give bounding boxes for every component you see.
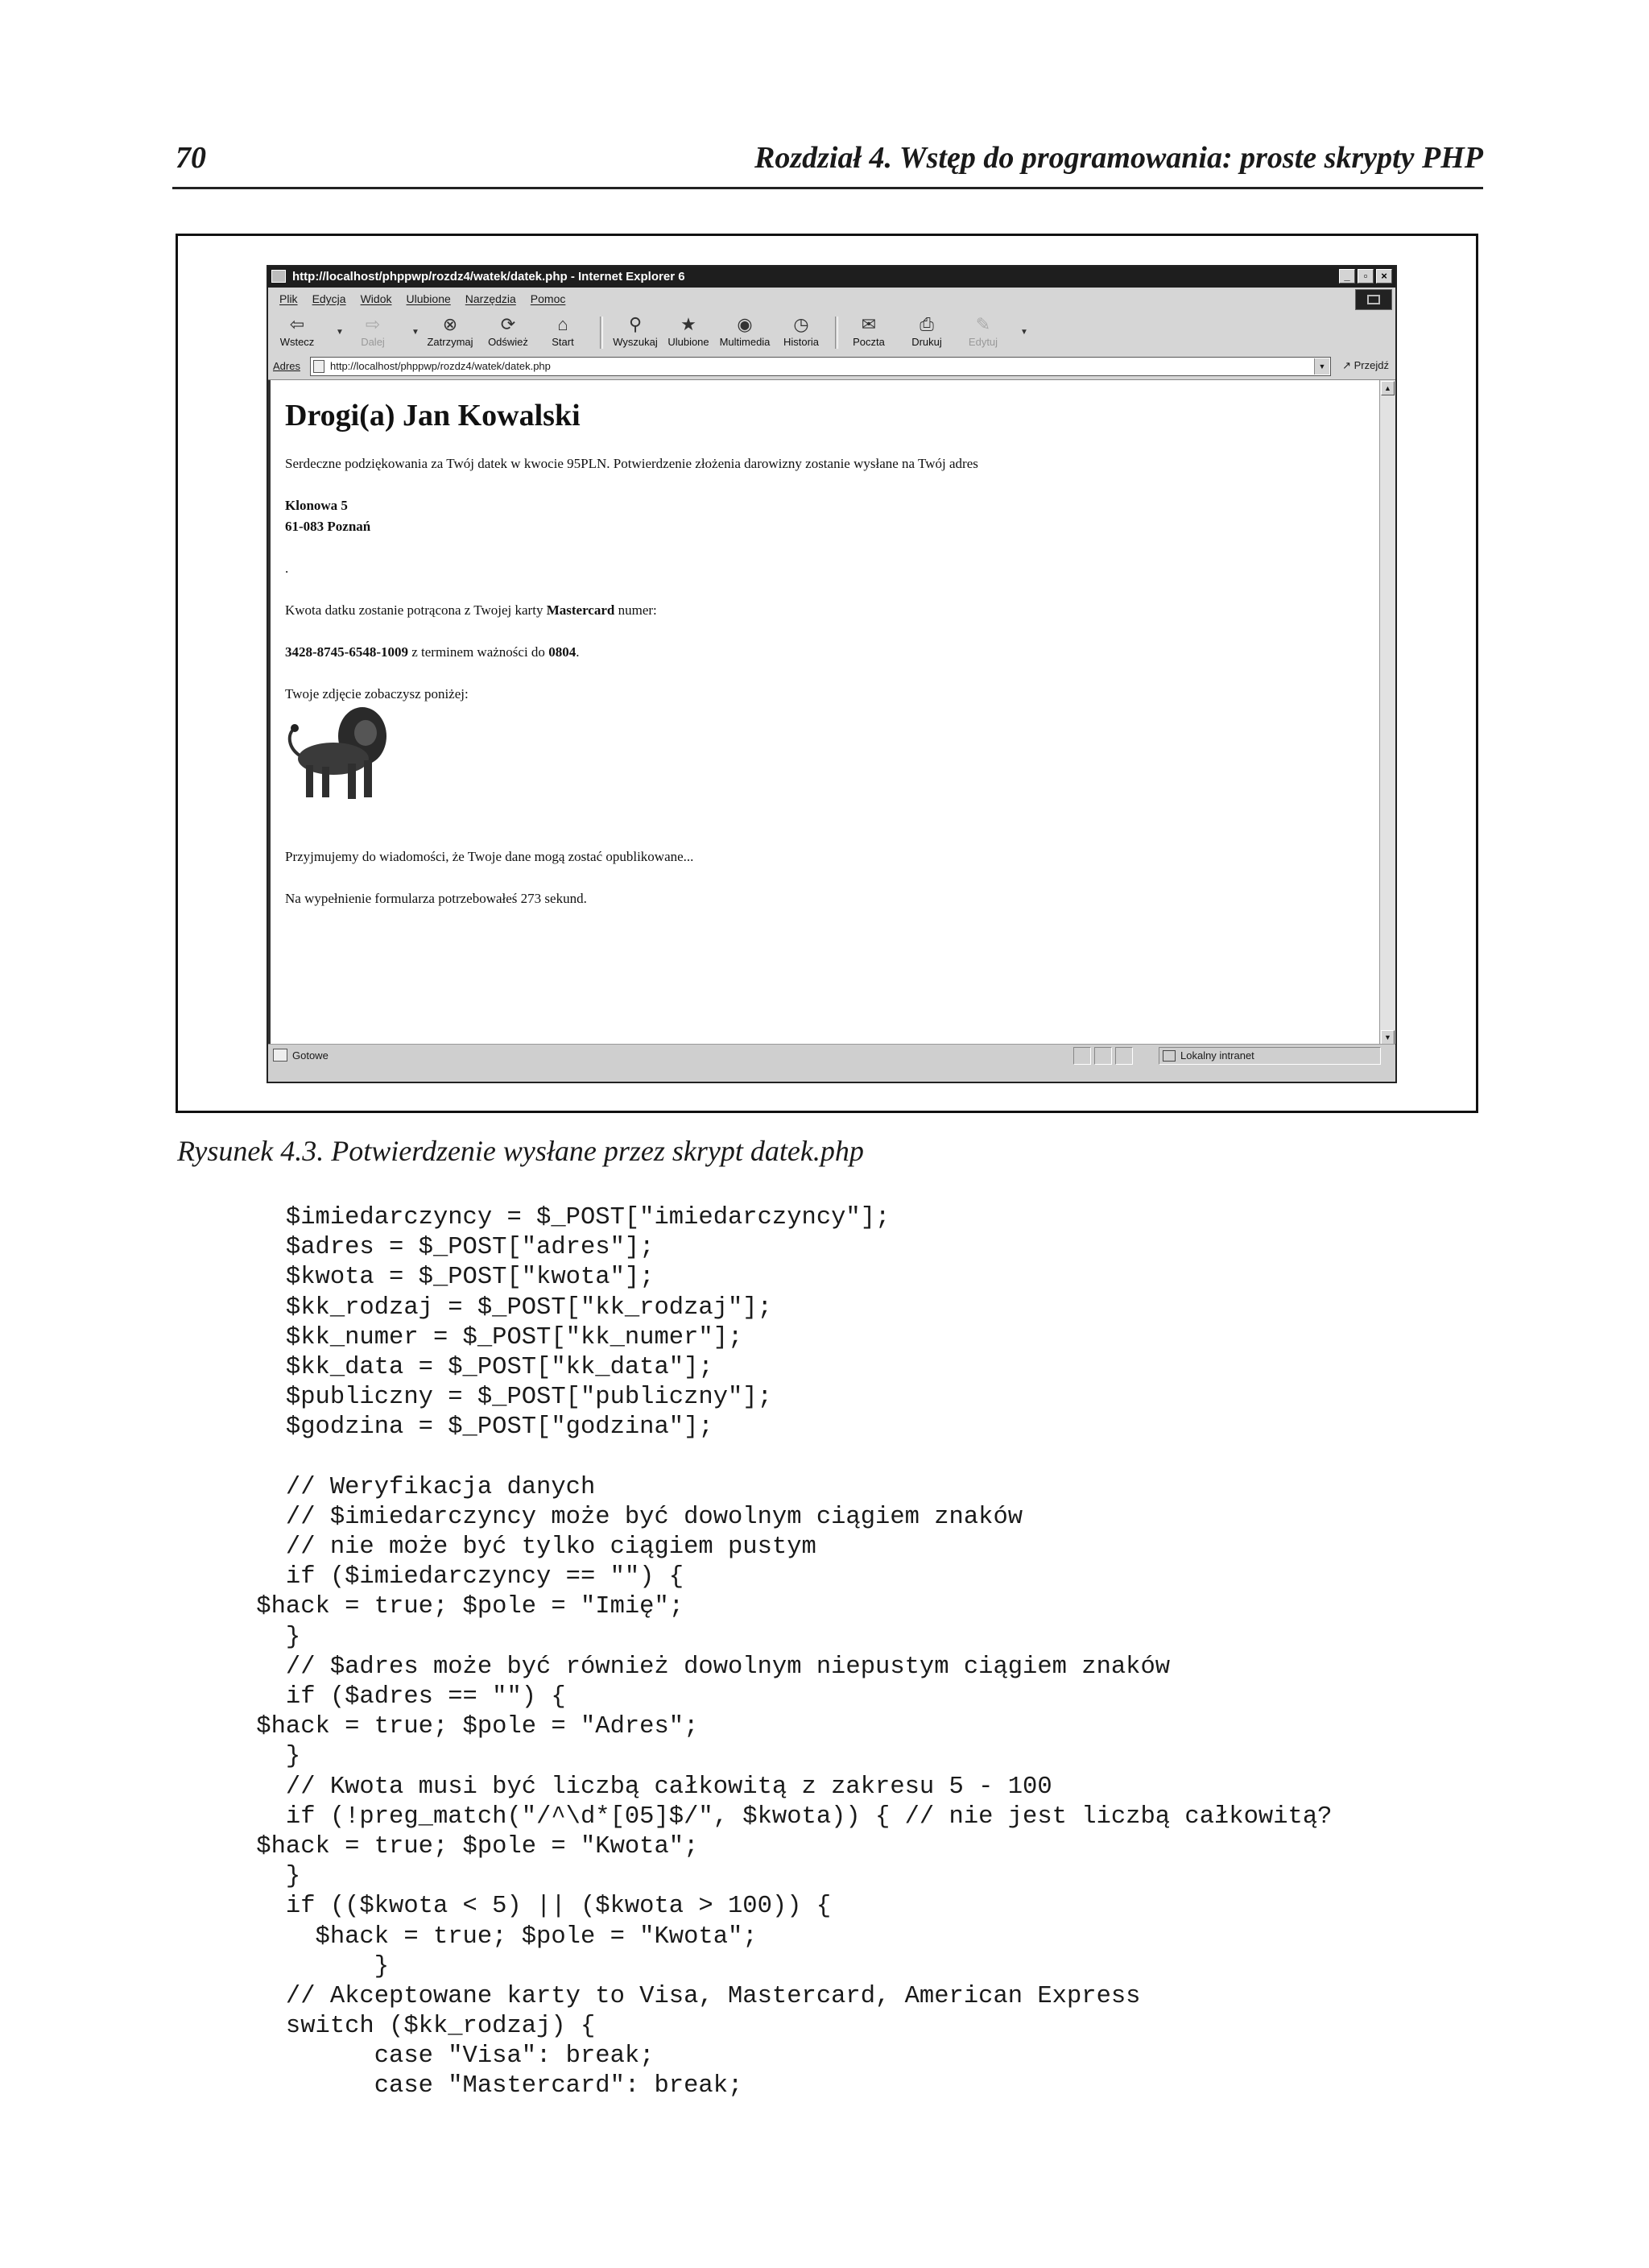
maximize-button[interactable]: ▫ bbox=[1358, 269, 1374, 284]
media-icon: ◉ bbox=[737, 314, 753, 334]
chapter-title: Rozdział 4. Wstęp do programowania: proste skrypty PHP bbox=[754, 141, 1483, 175]
code-line: } bbox=[242, 1623, 301, 1651]
stop-icon: ⊗ bbox=[442, 314, 458, 334]
code-line: $imiedarczyncy = $_POST["imiedarczyncy"]; bbox=[242, 1204, 891, 1231]
title-bar bbox=[268, 267, 1395, 288]
address-line-2: 61-083 Poznań bbox=[285, 519, 371, 534]
minimize-button[interactable]: _ bbox=[1339, 269, 1355, 284]
code-line: $kk_rodzaj = $_POST["kk_rodzaj"]; bbox=[242, 1293, 772, 1322]
code-line: if (!preg_match("/^\d*[05]$/", $kwota)) { // nie jest liczbą całkowitą? bbox=[242, 1802, 1333, 1831]
vertical-scrollbar[interactable] bbox=[1379, 380, 1395, 1045]
menu-help[interactable]: Pomoc bbox=[530, 292, 566, 305]
close-button[interactable]: × bbox=[1376, 269, 1392, 284]
back-dropdown-icon[interactable]: ▼ bbox=[336, 328, 344, 337]
window-title: http://localhost/phppwp/rozdz4/watek/datek.php - Internet Explorer 6 bbox=[292, 270, 685, 284]
code-line: case "Visa": break; bbox=[242, 2042, 655, 2071]
security-zone bbox=[1159, 1047, 1381, 1065]
charge-text: Kwota datku zostanie potrącona z Twojej karty Mastercard numer: bbox=[285, 602, 657, 618]
stop-button[interactable]: ⊗ Zatrzymaj bbox=[424, 313, 476, 352]
card-expiry: 0804 bbox=[548, 644, 577, 660]
home-button[interactable]: ⌂ Start bbox=[537, 313, 589, 352]
print-icon: ⎙ bbox=[920, 314, 934, 334]
menu-bar bbox=[268, 288, 1395, 312]
card-type: Mastercard bbox=[546, 602, 615, 618]
code-line: // nie może być tylko ciągiem pustym bbox=[242, 1533, 816, 1562]
forward-button[interactable]: ⇨ Dalej bbox=[347, 313, 399, 352]
history-icon: ◷ bbox=[793, 314, 809, 334]
media-button[interactable]: ◉ Multimedia bbox=[719, 314, 771, 348]
toolbar bbox=[268, 312, 1395, 354]
address-line-1: Klonowa 5 bbox=[285, 498, 348, 513]
code-line: $godzina = $_POST["godzina"]; bbox=[242, 1413, 713, 1442]
page-content bbox=[268, 380, 1381, 1045]
toolbar-more-icon[interactable]: ▼ bbox=[1020, 328, 1028, 337]
home-icon: ⌂ bbox=[557, 314, 568, 334]
mail-button[interactable]: ✉ Poczta bbox=[843, 313, 895, 352]
code-line: // $imiedarczyncy może być dowolnym ciągiem znaków bbox=[242, 1503, 1023, 1531]
dot-text: . bbox=[285, 561, 289, 576]
browser-window bbox=[267, 265, 1397, 1083]
menu-tools[interactable]: Narzędzia bbox=[465, 292, 516, 305]
mail-icon: ✉ bbox=[861, 314, 877, 334]
code-line: } bbox=[242, 1952, 390, 1980]
windows-logo-icon bbox=[1355, 289, 1392, 310]
code-listing bbox=[242, 1203, 1332, 2102]
status-bar bbox=[268, 1044, 1395, 1082]
ie-logo-icon bbox=[271, 270, 286, 283]
greeting-heading: Drogi(a) Jan Kowalski bbox=[285, 399, 581, 432]
toolbar-separator bbox=[835, 317, 838, 349]
zone-label: Lokalny intranet bbox=[1180, 1049, 1254, 1062]
status-pane bbox=[1115, 1047, 1133, 1065]
search-icon: ⚲ bbox=[628, 314, 643, 334]
code-line bbox=[242, 1443, 1332, 1473]
go-button[interactable]: ↗ Przejdź bbox=[1342, 359, 1389, 371]
menu-file[interactable]: Plik bbox=[279, 292, 298, 305]
page-header bbox=[172, 139, 1483, 189]
code-line: $kk_data = $_POST["kk_data"]; bbox=[242, 1353, 713, 1381]
code-line: // Weryfikacja danych bbox=[242, 1473, 596, 1501]
code-line: $hack = true; $pole = "Imię"; bbox=[242, 1593, 684, 1621]
code-line: $publiczny = $_POST["publiczny"]; bbox=[242, 1384, 772, 1412]
figure-frame bbox=[176, 234, 1478, 1113]
forward-arrow-icon: ⇨ bbox=[365, 314, 381, 334]
address-url: http://localhost/phppwp/rozdz4/watek/datek.php bbox=[330, 360, 551, 372]
favorites-button[interactable]: ★ Ulubione bbox=[663, 313, 714, 352]
code-line: } bbox=[242, 1743, 301, 1771]
code-line: if ($adres == "") { bbox=[242, 1683, 566, 1711]
edit-icon: ✎ bbox=[975, 314, 991, 334]
page-icon bbox=[313, 360, 324, 373]
card-text: 3428-8745-6548-1009 z terminem ważności do 0804. bbox=[285, 644, 580, 660]
search-button[interactable]: ⚲ Wyszukaj bbox=[610, 313, 661, 352]
status-text: Gotowe bbox=[292, 1049, 329, 1062]
page-status-icon bbox=[273, 1049, 287, 1062]
code-line: $kwota = $_POST["kwota"]; bbox=[242, 1264, 655, 1292]
scroll-up-icon[interactable]: ▲ bbox=[1381, 381, 1395, 395]
code-line: if (($kwota < 5) || ($kwota > 100)) { bbox=[242, 1893, 832, 1921]
back-button[interactable]: ⇦ Wstecz bbox=[271, 313, 323, 352]
code-line: // Akceptowane karty to Visa, Mastercard, American Express bbox=[242, 1982, 1141, 2010]
favorites-icon: ★ bbox=[680, 314, 696, 334]
print-button[interactable]: ⎙ Drukuj bbox=[901, 313, 953, 352]
lion-image bbox=[283, 702, 391, 805]
card-number: 3428-8745-6548-1009 bbox=[285, 644, 408, 660]
address-label: Adres bbox=[273, 360, 300, 372]
code-line: $kk_numer = $_POST["kk_numer"]; bbox=[242, 1323, 743, 1351]
address-bar bbox=[268, 354, 1395, 380]
scroll-down-icon[interactable]: ▼ bbox=[1381, 1030, 1395, 1045]
code-line: // Kwota musi być liczbą całkowitą z zakresu 5 - 100 bbox=[242, 1773, 1052, 1801]
figure-caption: Rysunek 4.3. Potwierdzenie wysłane przez skrypt datek.php bbox=[177, 1135, 864, 1167]
status-pane bbox=[1073, 1047, 1091, 1065]
time-text: Na wypełnienie formularza potrzebowałeś 273 sekund. bbox=[285, 891, 587, 906]
code-line: $hack = true; $pole = "Kwota"; bbox=[242, 1832, 699, 1860]
history-button[interactable]: ◷ Historia bbox=[775, 313, 827, 352]
address-dropdown-icon[interactable]: ▼ bbox=[1314, 358, 1329, 375]
code-line: } bbox=[242, 1863, 301, 1891]
toolbar-separator bbox=[600, 317, 603, 349]
back-arrow-icon: ⇦ bbox=[289, 314, 305, 334]
code-line: if ($imiedarczyncy == "") { bbox=[242, 1563, 684, 1591]
menu-view[interactable]: Widok bbox=[360, 292, 392, 305]
menu-favorites[interactable]: Ulubione bbox=[406, 292, 451, 305]
code-line: switch ($kk_rodzaj) { bbox=[242, 2013, 596, 2041]
status-pane bbox=[1094, 1047, 1112, 1065]
code-line: $hack = true; $pole = "Adres"; bbox=[242, 1713, 699, 1741]
edit-button[interactable]: ✎ Edytuj bbox=[957, 313, 1009, 352]
code-line: case "Mastercard": break; bbox=[242, 2072, 743, 2100]
code-line: $hack = true; $pole = "Kwota"; bbox=[242, 1922, 758, 1951]
status-panes bbox=[1073, 1047, 1136, 1065]
address-input[interactable] bbox=[310, 357, 1331, 376]
intranet-icon bbox=[1163, 1050, 1176, 1062]
refresh-icon: ⟳ bbox=[500, 314, 516, 334]
code-line: // $adres może być również dowolnym niepustym ciągiem znaków bbox=[242, 1653, 1171, 1681]
code-line: $adres = $_POST["adres"]; bbox=[242, 1234, 655, 1262]
window-controls bbox=[1339, 269, 1392, 284]
forward-dropdown-icon[interactable]: ▼ bbox=[411, 328, 419, 337]
photo-label: Twoje zdjęcie zobaczysz poniżej: bbox=[285, 686, 469, 702]
thanks-text: Serdeczne podziękowania za Twój datek w kwocie 95PLN. Potwierdzenie złożenia darowizny zostanie wysłane na Twój adres bbox=[285, 456, 978, 471]
page-number: 70 bbox=[176, 141, 206, 175]
refresh-button[interactable]: ⟳ Odśwież bbox=[482, 313, 534, 352]
publish-notice: Przyjmujemy do wiadomości, że Twoje dane mogą zostać opublikowane... bbox=[285, 849, 694, 864]
menu-edit[interactable]: Edycja bbox=[312, 292, 346, 305]
